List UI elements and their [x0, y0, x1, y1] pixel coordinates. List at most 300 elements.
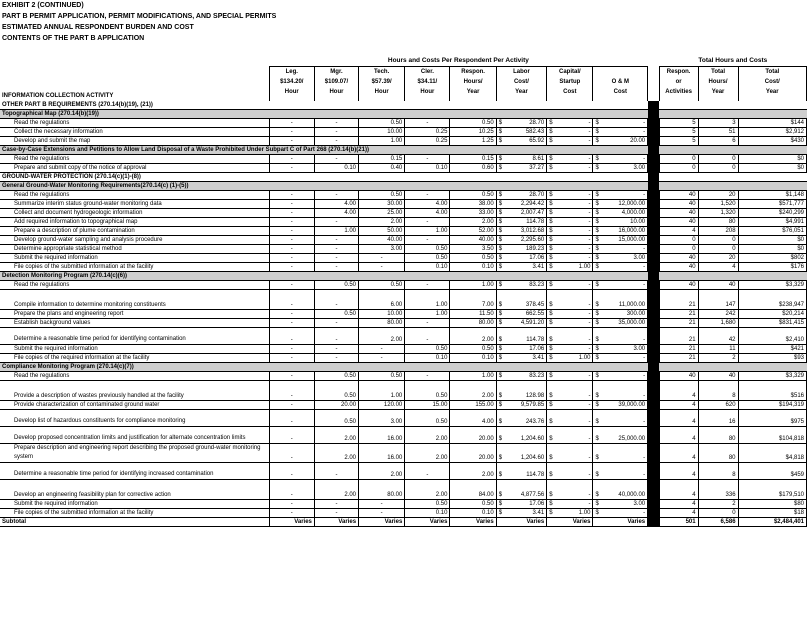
cell-value: 5 — [692, 137, 696, 144]
leg-cell — [269, 235, 314, 244]
cell-value: 51 — [728, 128, 736, 135]
cell-value: 80 — [728, 218, 736, 225]
separator-bar — [648, 262, 660, 271]
labor-cell — [496, 127, 546, 136]
mgr-cell — [314, 517, 358, 526]
dollar-sign: $ — [549, 281, 553, 288]
cell-value: - — [643, 418, 646, 425]
respon-cell — [450, 462, 496, 479]
activities-cell — [659, 479, 698, 499]
separator-bar — [648, 479, 660, 499]
capital-cell — [547, 380, 593, 400]
cler-cell — [405, 226, 450, 235]
separator-bar — [648, 380, 660, 400]
dollar-sign: $ — [549, 218, 553, 225]
capital-cost-column-header: Capital/ Startup Cost — [547, 67, 593, 101]
cell-value: 1.00 — [578, 354, 591, 361]
tech-cell — [359, 262, 405, 271]
separator-bar — [648, 118, 660, 127]
total-cost-cell — [738, 163, 806, 172]
cell-value: 2,295.60 — [520, 236, 545, 243]
cell-value: 2 — [732, 354, 736, 361]
cell-value: 0 — [692, 245, 696, 252]
activity-label: Develop proposed concentration limits and justification for alternate concentration limits — [0, 426, 269, 443]
respon-cell — [450, 244, 496, 253]
cell-value: $459 — [790, 471, 804, 478]
cell-value: 15,000.00 — [618, 236, 646, 243]
cell-value: 2.00 — [482, 336, 494, 343]
cell-value: 10.25 — [478, 128, 494, 135]
dollar-sign: $ — [595, 164, 599, 171]
cell-value: 300.00 — [626, 310, 646, 317]
cell-value: - — [588, 155, 591, 162]
cell-value: - — [290, 454, 293, 461]
capital-cell — [547, 499, 593, 508]
cell-value: 243.76 — [525, 418, 545, 425]
table-row — [0, 353, 807, 362]
total-hours-cell — [698, 118, 738, 127]
cell-value: $2,912 — [785, 128, 804, 135]
respon-cell — [450, 479, 496, 499]
cler-cell — [405, 127, 450, 136]
cell-value: 20 — [728, 254, 736, 261]
dollar-sign: $ — [595, 509, 599, 516]
cell-value: $4,991 — [785, 218, 804, 225]
cell-value: - — [290, 209, 293, 216]
cell-value: - — [588, 191, 591, 198]
leg-cell — [269, 400, 314, 409]
leg-cell — [269, 253, 314, 262]
total-hours-cell — [698, 226, 738, 235]
total-hours-cell — [698, 208, 738, 217]
om-cell — [593, 380, 648, 400]
cell-value: 40 — [688, 372, 696, 379]
om-cell — [593, 353, 648, 362]
labor-cell — [496, 479, 546, 499]
total-hours-cell — [698, 154, 738, 163]
activity-label: Prepare the plans and engineering report — [0, 309, 269, 318]
tech-cell — [359, 443, 405, 462]
labor-cell — [496, 353, 546, 362]
cell-value: - — [588, 401, 591, 408]
cell-value: $3,329 — [785, 281, 804, 288]
activity-label: Submit the required information — [0, 344, 269, 353]
om-cell — [593, 443, 648, 462]
cler-cell — [405, 462, 450, 479]
cell-value: 40 — [688, 263, 696, 270]
cell-value: - — [290, 164, 293, 171]
separator-bar — [648, 190, 660, 199]
separator-bar — [648, 400, 660, 409]
respon-cell — [450, 154, 496, 163]
tech-cell — [359, 226, 405, 235]
cell-value: 10.00 — [630, 218, 646, 225]
activities-cell — [659, 226, 698, 235]
subtotal-row — [0, 517, 807, 526]
table-body — [0, 101, 807, 527]
total-hours-cell — [698, 163, 738, 172]
cell-value: 0.10 — [482, 354, 494, 361]
cell-value: 2.00 — [390, 471, 403, 478]
table-row — [0, 217, 807, 226]
respon-cell — [450, 127, 496, 136]
table-row — [0, 253, 807, 262]
separator-bar — [648, 309, 660, 318]
cell-value: - — [290, 500, 293, 507]
cler-cell — [405, 136, 450, 145]
cell-value: - — [290, 191, 293, 198]
om-cell — [593, 462, 648, 479]
table-row — [0, 426, 807, 443]
cler-cell — [405, 517, 450, 526]
cell-value: 0 — [732, 245, 736, 252]
total-cost-cell — [738, 309, 806, 318]
labor-cell — [496, 136, 546, 145]
cell-value: - — [426, 191, 429, 198]
respon-cell — [450, 253, 496, 262]
total-cost-cell — [738, 517, 806, 526]
cell-value: 189.23 — [525, 245, 545, 252]
dollar-sign: $ — [595, 500, 599, 507]
cler-cell — [405, 118, 450, 127]
dollar-sign: $ — [498, 128, 503, 135]
cell-value: - — [290, 218, 293, 225]
cell-value: - — [588, 200, 591, 207]
dollar-sign: $ — [498, 209, 503, 216]
cell-value: 21 — [688, 345, 696, 352]
leg-cell — [269, 462, 314, 479]
leg-cell — [269, 289, 314, 309]
activity-label: File copies of the submitted information at the facility — [0, 262, 269, 271]
cell-value: $0 — [797, 245, 804, 252]
cell-value: 582.43 — [525, 128, 545, 135]
capital-cell — [547, 289, 593, 309]
cell-value: - — [588, 218, 591, 225]
total-hours-cell — [698, 400, 738, 409]
cell-value: - — [290, 345, 293, 352]
activities-cell — [659, 344, 698, 353]
cell-value: - — [335, 345, 338, 352]
mgr-cell — [314, 443, 358, 462]
cell-value: Varies — [627, 518, 646, 525]
cell-value: 0.50 — [482, 345, 494, 352]
cell-value: 28.70 — [529, 119, 545, 126]
labor-cell — [496, 409, 546, 426]
cler-cell — [405, 353, 450, 362]
respon-cell — [450, 309, 496, 318]
cell-value: - — [426, 155, 429, 162]
labor-cell — [496, 199, 546, 208]
mgr-cell — [314, 235, 358, 244]
cell-value: - — [643, 509, 646, 516]
cell-value: 4.00 — [344, 209, 357, 216]
dollar-sign: $ — [498, 500, 503, 507]
cler-cell — [405, 318, 450, 327]
om-cell — [593, 136, 648, 145]
labor-cell — [496, 462, 546, 479]
dollar-sign: $ — [549, 245, 553, 252]
om-cell — [593, 309, 648, 318]
cell-value: 1.00 — [482, 281, 494, 288]
cell-value: - — [335, 471, 338, 478]
cell-value: 4 — [692, 227, 696, 234]
labor-cell — [496, 262, 546, 271]
labor-cell — [496, 226, 546, 235]
tech-cell — [359, 380, 405, 400]
cell-value: 40 — [688, 200, 696, 207]
dollar-sign: $ — [595, 418, 599, 425]
cell-value: 4.00 — [344, 200, 357, 207]
separator-bar — [648, 280, 660, 289]
table-row — [0, 289, 807, 309]
labor-cell — [496, 163, 546, 172]
separator-bar — [648, 127, 660, 136]
cell-value: 16,000.00 — [618, 227, 646, 234]
cell-value: 2.00 — [482, 218, 494, 225]
dollar-sign: $ — [595, 227, 599, 234]
cell-value: 1,320 — [720, 209, 736, 216]
capital-cell — [547, 127, 593, 136]
cell-value: 1.00 — [435, 227, 448, 234]
dollar-sign: $ — [595, 310, 599, 317]
dollar-sign: $ — [498, 301, 503, 308]
cell-value: - — [290, 354, 293, 361]
mgr-cell — [314, 154, 358, 163]
cell-value: 11,000.00 — [618, 301, 646, 308]
activities-cell — [659, 443, 698, 462]
cell-value: - — [335, 236, 338, 243]
activities-cell — [659, 253, 698, 262]
cell-value: 2 — [732, 500, 736, 507]
mgr-cell — [314, 426, 358, 443]
mgr-cell — [314, 136, 358, 145]
cell-value: 11.50 — [479, 310, 494, 317]
cell-value: 21 — [688, 336, 696, 343]
cell-value: - — [588, 372, 591, 379]
separator-bar — [648, 362, 660, 371]
respon-cell — [450, 380, 496, 400]
leg-cell — [269, 217, 314, 226]
dollar-sign: $ — [549, 164, 553, 171]
cell-value: $571,777 — [778, 200, 804, 207]
capital-cell — [547, 344, 593, 353]
dollar-sign: $ — [595, 392, 599, 399]
cell-value: 11 — [729, 345, 736, 352]
cell-value: - — [335, 263, 338, 270]
activity-label: Develop list of hazardous constituents for compliance monitoring — [0, 409, 269, 426]
capital-cell — [547, 253, 593, 262]
cell-value: 208 — [725, 227, 736, 234]
cell-value: 147 — [725, 301, 736, 308]
tech-cell — [359, 318, 405, 327]
cell-value: 4 — [692, 509, 696, 516]
mgr-cell — [314, 262, 358, 271]
capital-cell — [547, 136, 593, 145]
om-cell — [593, 163, 648, 172]
capital-cell — [547, 517, 593, 526]
labor-cell — [496, 253, 546, 262]
cell-value: - — [643, 263, 646, 270]
activities-cell — [659, 400, 698, 409]
cell-value: - — [426, 372, 429, 379]
om-cell — [593, 371, 648, 380]
table-row — [0, 499, 807, 508]
total-hours-cell — [698, 327, 738, 344]
cell-value: 28.70 — [529, 191, 545, 198]
cell-value: 3.00 — [633, 345, 646, 352]
total-cost-cell — [738, 289, 806, 309]
cell-value: 1.00 — [578, 263, 591, 270]
cell-value: 17.06 — [529, 254, 545, 261]
total-cost-cell — [738, 280, 806, 289]
mgr-cell — [314, 479, 358, 499]
dollar-sign: $ — [549, 301, 553, 308]
activities-cell — [659, 462, 698, 479]
leg-cell — [269, 244, 314, 253]
separator-bar — [648, 235, 660, 244]
cell-value: 1.00 — [482, 372, 494, 379]
cell-value: 21 — [688, 354, 696, 361]
total-hours-cell — [698, 235, 738, 244]
cell-value: $18 — [793, 509, 804, 516]
cell-value: $76,051 — [782, 227, 804, 234]
cell-value: - — [290, 254, 293, 261]
activity-label: Read the regulations — [0, 190, 269, 199]
cell-value: - — [290, 401, 293, 408]
dollar-sign: $ — [595, 354, 599, 361]
cell-value: - — [588, 236, 591, 243]
part-b-title: PART B PERMIT APPLICATION, PERMIT MODIFICATIONS, AND SPECIAL PERMITS — [2, 13, 277, 20]
cell-value: - — [335, 500, 338, 507]
om-cell — [593, 344, 648, 353]
cell-value: - — [643, 471, 646, 478]
dollar-sign: $ — [498, 245, 503, 252]
activities-cell — [659, 508, 698, 517]
dollar-sign: $ — [549, 454, 553, 461]
cell-value: - — [588, 491, 591, 498]
table-row — [0, 154, 807, 163]
cell-value: - — [643, 372, 646, 379]
cell-value: 25.00 — [387, 209, 403, 216]
activity-label: Provide characterization of contaminated ground water — [0, 400, 269, 409]
tech-cell — [359, 289, 405, 309]
dollar-sign: $ — [595, 209, 599, 216]
cell-value: 21 — [688, 301, 696, 308]
mgr-cell — [314, 190, 358, 199]
om-cell — [593, 208, 648, 217]
cell-value: Varies — [429, 518, 448, 525]
cler-cell — [405, 199, 450, 208]
total-cost-cell — [738, 371, 806, 380]
activities-cell — [659, 190, 698, 199]
capital-cell — [547, 409, 593, 426]
cell-value: $2,410 — [785, 336, 804, 343]
dollar-sign: $ — [595, 435, 599, 442]
cell-value: $80 — [793, 500, 804, 507]
cell-value: $516 — [790, 392, 804, 399]
cell-value: 10.00 — [387, 128, 403, 135]
leg-column-header: Leg. $134.20/ Hour — [269, 67, 314, 101]
separator-bar — [648, 199, 660, 208]
leg-cell — [269, 327, 314, 344]
section-header-row — [0, 145, 807, 154]
cler-cell — [405, 327, 450, 344]
total-cost-cell — [738, 327, 806, 344]
mgr-cell — [314, 508, 358, 517]
separator-bar — [648, 344, 660, 353]
total-hours-cell — [698, 508, 738, 517]
dollar-sign: $ — [549, 345, 553, 352]
table-row — [0, 479, 807, 499]
tech-cell — [359, 199, 405, 208]
cell-value: 0 — [732, 155, 736, 162]
labor-cell — [496, 400, 546, 409]
cell-value: 4,591.20 — [520, 319, 545, 326]
table-row — [0, 226, 807, 235]
cell-value: 80 — [728, 454, 736, 461]
leg-cell — [269, 499, 314, 508]
total-hours-cell — [698, 127, 738, 136]
table-row — [0, 262, 807, 271]
tech-cell — [359, 244, 405, 253]
mgr-cell — [314, 353, 358, 362]
cell-value: $194,319 — [778, 401, 804, 408]
cell-value: 128.98 — [525, 392, 545, 399]
separator-bar — [648, 136, 660, 145]
cell-value: 0.10 — [435, 354, 448, 361]
activity-label: Submit the required information — [0, 253, 269, 262]
activity-label: File copies of the submitted information at the facility — [0, 508, 269, 517]
cell-value: 0.60 — [482, 164, 494, 171]
respon-cell — [450, 344, 496, 353]
cell-value: $0 — [797, 155, 804, 162]
dollar-sign: $ — [595, 218, 599, 225]
cell-value: 25,000.00 — [618, 435, 646, 442]
respon-cell — [450, 289, 496, 309]
cell-value: 1.00 — [390, 137, 403, 144]
mgr-cell — [314, 327, 358, 344]
cell-value: 6,586 — [720, 518, 736, 525]
labor-cell — [496, 517, 546, 526]
cell-value: 0.50 — [344, 281, 357, 288]
row-label: Case-by-Case Extensions and Petitions to Allow Land Disposal of a Waste Prohibited Under Subpart C of Part 268 (270.14(b)(21)) — [0, 145, 648, 154]
table-row — [0, 309, 807, 318]
labor-cell — [496, 344, 546, 353]
cell-value: 0.50 — [390, 119, 403, 126]
activity-label: Read the regulations — [0, 118, 269, 127]
separator-bar — [648, 244, 660, 253]
row-label: Compliance Monitoring Program (270.14(c)(7)) — [0, 362, 648, 371]
total-cost-cell — [738, 462, 806, 479]
cell-value: 1,204.60 — [520, 454, 545, 461]
cell-value: - — [643, 354, 646, 361]
separator-bar — [648, 426, 660, 443]
cell-value: 37.27 — [529, 164, 545, 171]
labor-cell — [496, 289, 546, 309]
cell-value: - — [643, 392, 646, 399]
cell-value: - — [290, 491, 293, 498]
capital-cell — [547, 309, 593, 318]
respon-cell — [450, 235, 496, 244]
cler-cell — [405, 443, 450, 462]
separator-bar — [648, 101, 660, 110]
row-label: OTHER PART B REQUIREMENTS (270.14(b)(19), (21)) — [0, 101, 648, 110]
dollar-sign: $ — [549, 401, 553, 408]
separator-bar — [648, 289, 660, 309]
section-header-row — [0, 271, 807, 280]
tech-cell — [359, 327, 405, 344]
cell-value: - — [588, 227, 591, 234]
